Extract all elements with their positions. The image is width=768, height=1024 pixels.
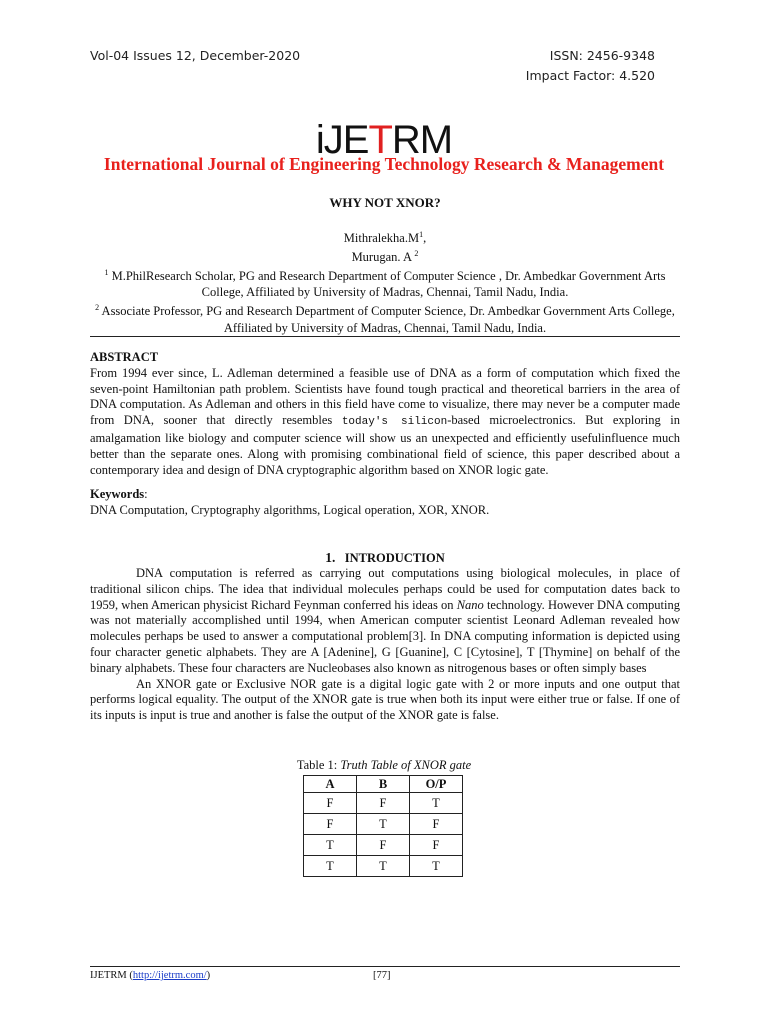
journal-link[interactable]: http://ijetrm.com/ <box>132 970 207 981</box>
truth-table <box>303 775 463 877</box>
footer-divider <box>90 966 680 967</box>
keywords-section: Keywords: DNA Computation, Cryptography algorithms, Logical operation, XOR, XNOR. <box>90 487 680 519</box>
table-row: F T F <box>304 814 463 835</box>
intro-paragraph-1: DNA computation is referred as carrying out computations using biological molecules, in place of traditional silicon chips. The idea that individual molecules perhaps could be used for computation dates back to 1959, when American physicist Richard Feynman conferred his ideas on Nano technology. However DNA computing was not materially accomplished until 1994, when American computer scientist Leonard Adleman revealed how molecules perhaps be used to answer a computational problem[3]. In DNA computing information is depicted using four character genetic alphabets. They are A [Adenine], G [Guanine], C [Cytosine], T [Thymine] on behalf of the binary alphabets. These four characters are Nucleobases also known as nitrogenous bases or often simply bases <box>90 566 680 675</box>
footer-journal: IJETRM (http://ijetrm.com/) <box>90 970 211 981</box>
table-header-row: A B O/P <box>304 776 463 793</box>
table-row: F F T <box>304 793 463 814</box>
table-row: T T T <box>304 856 463 877</box>
journal-logo: iJETRM <box>315 118 453 162</box>
issn: ISSN: 2456-9348 <box>549 48 655 63</box>
abstract-section <box>90 350 680 478</box>
affiliation-1: $^1$ M.PhilResearch Scholar, PG and Research Department of Computer Science , Dr. Ambedkar Government Arts <box>104 268 666 284</box>
affiliation-2: $^2$ Associate Professor, PG and Research Department of Computer Science, Dr. Ambedkar Government Arts College, <box>95 303 675 319</box>
intro-paragraph-2: An XNOR gate or Exclusive NOR gate is a digital logic gate with 2 or more inputs and one output that performs logical equality. The output of the XNOR gate is true when both its input were either true or false. If one of its inputs is input is true and another is false the output of the XNOR gate is false. <box>90 676 680 723</box>
impact-factor: Impact Factor: 4.520 <box>525 68 655 83</box>
introduction-body <box>90 566 680 724</box>
journal-title: International Journal of Engineering Technology Research & Management <box>103 154 665 174</box>
table-caption: Table 1: Truth Table of XNOR gate <box>296 758 472 772</box>
authors: $Mithralekha.M^1$, Murugan. A $^2$ $^1$ M.PhilResearch Scholar, PG and Research Department of Computer Science , Dr. Ambedkar Government Arts College, Affiliated by University of Madras, Chennai, Tamil Nadu, India. $^2$ Associate Professor, PG and Research Department of Computer Science, Dr. Ambedkar Government Arts College, Affiliated by University of Madras, Chennai, Tamil Nadu, India. <box>90 227 680 336</box>
table-row: T F F <box>304 835 463 856</box>
paper-title: WHY NOT XNOR? <box>329 195 441 210</box>
author-1: $Mithralekha.M^1$, <box>343 230 427 246</box>
keywords-heading: Keywords <box>90 487 145 501</box>
page-number: [77] <box>373 970 391 981</box>
author-2: Murugan. A $^2$ <box>351 249 419 265</box>
introduction-heading: 1. INTRODUCTION <box>325 550 445 565</box>
keywords-text: DNA Computation, Cryptography algorithms, Logical operation, XOR, XNOR. <box>90 502 490 517</box>
volume-issue: Vol-04 Issues 12, December-2020 <box>90 48 301 63</box>
abstract-text: From 1994 ever since, L. Adleman determined a feasible use of DNA as a form of computation which fixed the seven-point Hamiltonian path problem. Scientists have found tough practical and theoretical barriers in the area of DNA computation. As Adleman and others in this field have come to visualize, there may never be a computer made from DNA, sooner that directly resembles today's silicon-based microelectronics. But exploring in amalgamation like biology and computer science will show us an unexpected and efficiently usefulinfluence much better than the separate ones. Along with promising combinational field of science, this paper described about a contemporary idea and design of DNA cryptographic algorithm based on XNOR logic gate. <box>90 365 680 477</box>
abstract-heading: ABSTRACT <box>90 350 159 364</box>
divider <box>90 336 680 337</box>
